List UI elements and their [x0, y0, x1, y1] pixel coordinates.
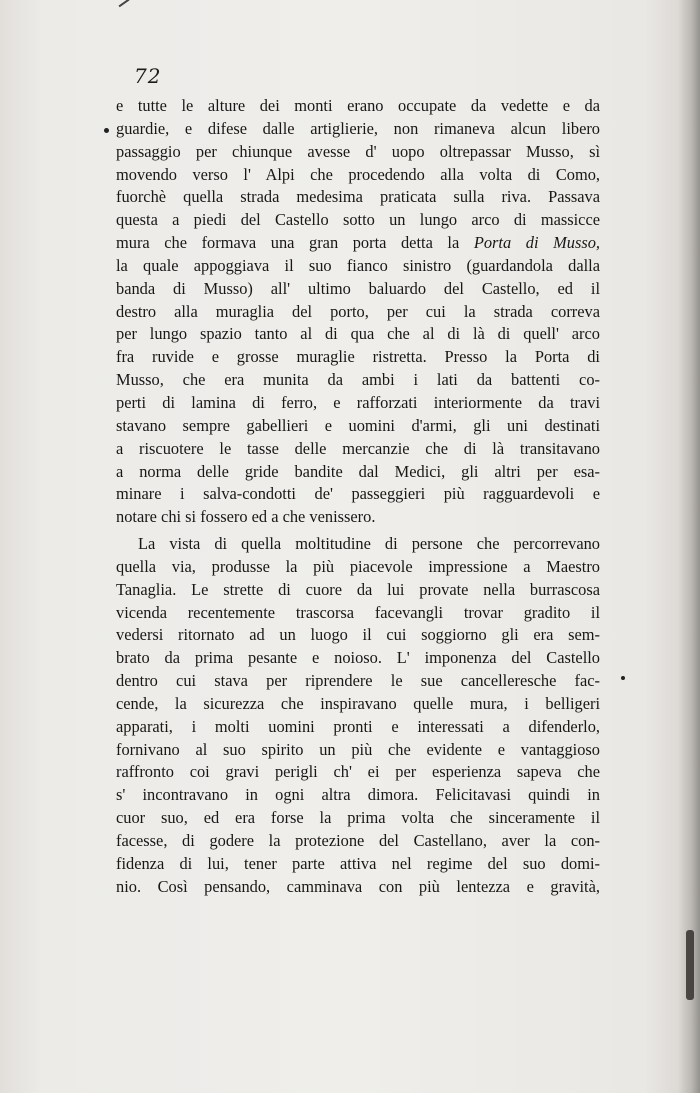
text-line: fornivano al suo spirito un più che evidente e vantaggioso [116, 739, 600, 759]
text-line: nio. Così pensando, camminava con più lentezza e gravità, [116, 876, 600, 896]
text-line: cende, la sicurezza che inspiravano quelle mura, i belligeri [116, 693, 600, 713]
text-line: Tanaglia. Le strette di cuore da lui provate nella burrascosa [116, 579, 600, 599]
text-line: cuor suo, ed era forse la prima volta che sinceramente il [116, 808, 600, 828]
text-line: vicenda recentemente trascorsa facevangli trovar gradito il [116, 602, 600, 622]
text-line: per lungo spazio tanto al di qua che al di là di quell' arco [116, 324, 600, 344]
text-line: destro alla muraglia del porto, per cui la strada correva [116, 301, 600, 321]
text-line: La vista di quella moltitudine di persone che percorrevano [138, 534, 600, 554]
text-line: a riscuotere le tasse delle mercanzie che di là transitavano [116, 438, 600, 458]
body-text [116, 95, 600, 899]
text-line: raffronto coi gravi perigli ch' ei per esperienza sapeva che [116, 762, 600, 782]
text-line: la quale appoggiava il suo fianco sinistro (guardandola dalla [116, 255, 600, 275]
text-line: banda di Musso) all' ultimo baluardo del Castello, ed il [116, 278, 600, 298]
binding-mark [686, 930, 694, 1000]
text-line: questa a piedi del Castello sotto un lungo arco di massicce [116, 210, 600, 230]
text-line: guardie, e difese dalle artiglierie, non rimaneva alcun libero [116, 118, 600, 138]
text-line: s' incontravano in ogni altra dimora. Felicitavasi quindi in [116, 785, 600, 805]
text-line: apparati, i molti uomini pronti e interessati a difenderlo, [116, 716, 600, 736]
text-line: fra ruvide e grosse muraglie ristretta. Presso la Porta di [116, 347, 600, 367]
paragraph-1 [116, 95, 600, 529]
italic-place-name: Porta di Musso, [473, 233, 600, 253]
text-line: facesse, di godere la protezione del Castellano, aver la con- [116, 831, 600, 850]
text-line: quella via, produsse la più piacevole impressione a Maestro [116, 556, 600, 576]
text-line: a norma delle gride bandite dal Medici, gli altri per esa- [116, 461, 600, 481]
text-line: brato da prima pesante e noioso. L' imponenza del Castello [116, 648, 600, 668]
text-line: vedersi ritornato ad un luogo il cui soggiorno gli era sem- [116, 625, 600, 645]
text-line: minare i salva-condotti de' passeggieri più ragguardevoli e [116, 484, 600, 504]
text-line: perti di lamina di ferro, e rafforzati interiormente da travi [116, 392, 600, 412]
text-line: fuorchè quella strada medesima praticata sulla riva. Passava [116, 187, 600, 207]
text-line: dentro cui stava per riprendere le sue cancelleresche fac- [116, 671, 600, 691]
page-number: 72 [134, 64, 162, 88]
text-line: Musso, che era munita da ambi i lati da battenti co- [116, 370, 600, 390]
text-line-with-italic [116, 232, 600, 255]
text-line: passaggio per chiunque avesse d' uopo oltrepassar Musso, sì [116, 141, 600, 161]
ink-speck [104, 128, 109, 133]
text-segment: mura che formava una gran porta detta la [116, 233, 474, 253]
text-line: e tutte le alture dei monti erano occupate da vedette e da [116, 96, 600, 115]
ink-speck [621, 676, 625, 680]
text-line: stavano sempre gabellieri e uomini d'armi, gli uni destinati [116, 415, 600, 435]
text-line: notare chi si fossero ed a che venissero. [116, 507, 376, 527]
paragraph-2 [116, 533, 600, 899]
text-line: fidenza di lui, tener parte attiva nel regime del suo domi- [116, 853, 600, 873]
ink-mark [119, 0, 130, 7]
text-line: movendo verso l' Alpi che procedendo alla volta di Como, [116, 164, 600, 184]
